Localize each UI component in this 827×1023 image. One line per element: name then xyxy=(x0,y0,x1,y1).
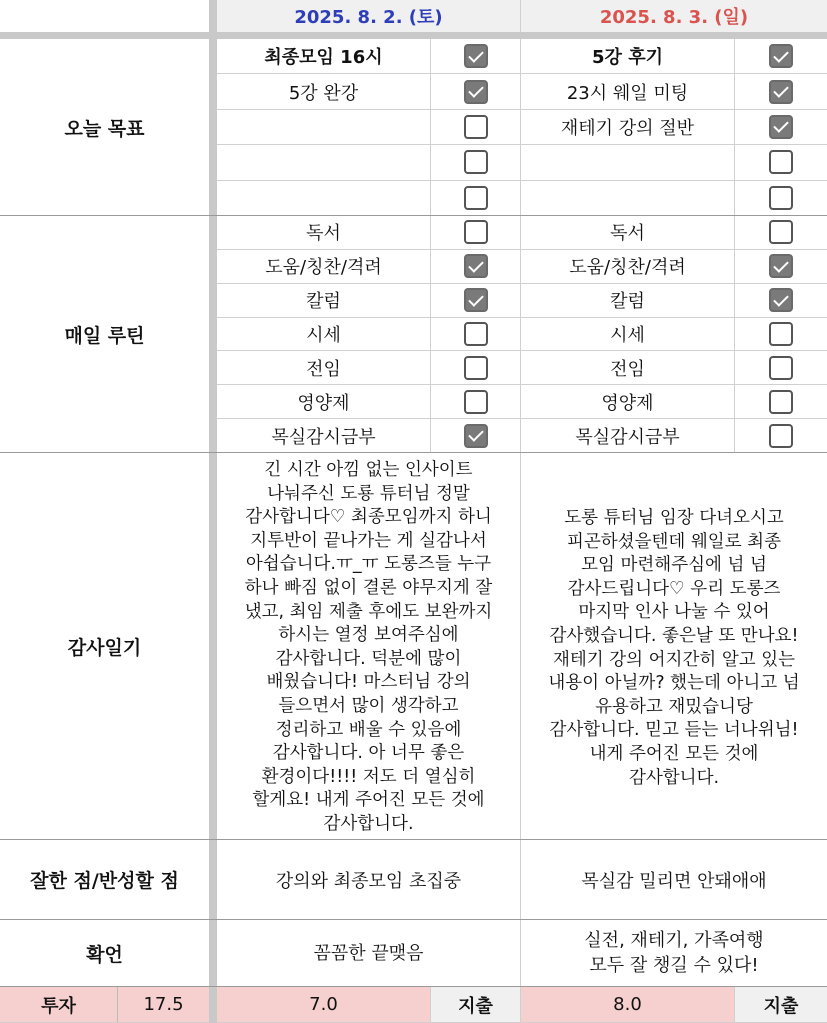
gratitude-line: 도롱 튜터님 임장 다녀오시고 xyxy=(564,508,784,528)
checked-checkbox[interactable] xyxy=(769,115,793,139)
routine-day2-item: 목실감시금부 xyxy=(521,419,735,453)
routine-day2-item: 독서 xyxy=(521,216,735,250)
routine-day2-checkbox-cell xyxy=(735,284,827,318)
invest-label: 투자 xyxy=(0,987,118,1023)
unchecked-checkbox[interactable] xyxy=(769,220,793,244)
routine-day1-item: 영양제 xyxy=(217,385,431,419)
divider xyxy=(0,452,827,453)
divider xyxy=(0,986,827,987)
routine-day1-item: 시세 xyxy=(217,318,431,352)
routine-day1-checkbox-cell xyxy=(431,284,521,318)
day1-expense-label: 지출 xyxy=(431,987,521,1023)
checked-checkbox[interactable] xyxy=(464,424,488,448)
unchecked-checkbox[interactable] xyxy=(464,322,488,346)
goals-day2-item: 재테기 강의 절반 xyxy=(521,110,735,145)
review-day1: 강의와 최종모임 초집중 xyxy=(217,840,521,920)
unchecked-checkbox[interactable] xyxy=(769,186,793,210)
divider xyxy=(0,839,827,840)
affirmation-day1 xyxy=(217,920,521,987)
section-label-gratitude: 감사일기 xyxy=(0,453,209,840)
gratitude-line: 재테기 강의 어지간히 알고 있는 xyxy=(552,649,795,670)
section-label-routine: 매일 루틴 xyxy=(0,216,209,453)
goals-day2-checkbox-cell xyxy=(735,110,827,145)
gratitude-line: 감사합니다. xyxy=(628,767,720,788)
routine-day1-item: 독서 xyxy=(217,216,431,250)
gratitude-line: 냈고, 최임 제출 후에도 보완까지 xyxy=(244,601,493,622)
checked-checkbox[interactable] xyxy=(769,80,793,104)
goals-day2-checkbox-cell xyxy=(735,74,827,109)
goals-day1-checkbox-cell xyxy=(431,145,521,180)
routine-day2-checkbox-cell xyxy=(735,385,827,419)
gratitude-line: 마지막 인사 나눌 수 있어 xyxy=(578,602,770,623)
routine-day1-checkbox-cell xyxy=(431,318,521,352)
affirmation-line: 모두 잘 챙길 수 있다! xyxy=(589,955,759,976)
unchecked-checkbox[interactable] xyxy=(464,115,488,139)
gratitude-line: 감사드립니다♡ 우리 도롱즈 xyxy=(567,578,781,599)
corner-blank xyxy=(0,0,209,32)
unchecked-checkbox[interactable] xyxy=(769,390,793,414)
unchecked-checkbox[interactable] xyxy=(464,186,488,210)
gratitude-line: 들으면서 많이 생각하고 xyxy=(278,695,459,716)
routine-day1-checkbox-cell xyxy=(431,385,521,419)
gratitude-line: 내용이 아닐까? 했는데 아니고 넘 xyxy=(548,673,800,694)
section-label-affirmation: 확언 xyxy=(0,920,209,987)
gratitude-line: 정리하고 배울 수 있음에 xyxy=(275,719,462,740)
routine-day2-checkbox-cell xyxy=(735,351,827,385)
gratitude-line: 지투반이 끝나가는 게 실감나서 xyxy=(250,530,487,551)
routine-day2-item: 시세 xyxy=(521,318,735,352)
goals-day1-item xyxy=(217,181,431,216)
goals-day1-item xyxy=(217,145,431,180)
routine-day1-checkbox-cell xyxy=(431,250,521,284)
routine-day1-item: 목실감시금부 xyxy=(217,419,431,453)
routine-day1-item: 전임 xyxy=(217,351,431,385)
day2-expense-label: 지출 xyxy=(735,987,827,1023)
gratitude-line: 내게 주어진 모든 것에 xyxy=(589,743,759,764)
goals-day1-checkbox-cell xyxy=(431,74,521,109)
day2-value: 8.0 xyxy=(521,987,735,1023)
gratitude-line: 배웠습니다! 마스터님 강의 xyxy=(266,672,471,693)
routine-day2-item: 전임 xyxy=(521,351,735,385)
gratitude-line: 하나 빠짐 없이 결론 야무지게 잘 xyxy=(244,577,493,598)
gratitude-line: 환경이다!!!! 저도 더 열심히 xyxy=(261,766,476,787)
gratitude-line: 유용하고 재밌습니당 xyxy=(595,696,753,717)
routine-day2-checkbox-cell xyxy=(735,318,827,352)
header-separator xyxy=(0,32,827,39)
goals-day2-checkbox-cell xyxy=(735,181,827,216)
checked-checkbox[interactable] xyxy=(464,44,488,68)
date-header-day1: 2025. 8. 2. (토) xyxy=(217,0,521,32)
routine-day1-checkbox-cell xyxy=(431,419,521,453)
column-separator xyxy=(209,0,217,1023)
routine-day1-checkbox-cell xyxy=(431,216,521,250)
unchecked-checkbox[interactable] xyxy=(464,150,488,174)
goals-day1-checkbox-cell xyxy=(431,181,521,216)
gratitude-line: 피곤하셨을텐데 웨일로 최종 xyxy=(567,531,781,552)
routine-day2-checkbox-cell xyxy=(735,250,827,284)
goals-day2-item xyxy=(521,145,735,180)
checked-checkbox[interactable] xyxy=(769,254,793,278)
goals-day1-item: 최종모임 16시 xyxy=(217,39,431,74)
date-header-day2: 2025. 8. 3. (일) xyxy=(521,0,827,32)
gratitude-line: 감사합니다. 믿고 듣는 너나위님! xyxy=(549,720,799,741)
unchecked-checkbox[interactable] xyxy=(464,356,488,380)
routine-day1-item: 도움/칭찬/격려 xyxy=(217,250,431,284)
gratitude-day2 xyxy=(521,453,827,840)
gratitude-line: 할게요! 내게 주어진 모든 것에 xyxy=(252,790,485,811)
goals-day1-item: 5강 완강 xyxy=(217,74,431,109)
gratitude-line: 감사합니다♡ 최종모임까지 하니 xyxy=(245,507,492,528)
unchecked-checkbox[interactable] xyxy=(769,150,793,174)
gratitude-line: 아쉽습니다.ㅠ_ㅠ 도롱즈들 누구 xyxy=(245,554,492,575)
goals-day2-checkbox-cell xyxy=(735,145,827,180)
unchecked-checkbox[interactable] xyxy=(464,220,488,244)
routine-day2-item: 도움/칭찬/격려 xyxy=(521,250,735,284)
affirmation-line: 꼼꼼한 끝맺음 xyxy=(313,942,424,964)
goals-day2-item: 5강 후기 xyxy=(521,39,735,74)
routine-day1-checkbox-cell xyxy=(431,351,521,385)
unchecked-checkbox[interactable] xyxy=(769,424,793,448)
divider xyxy=(0,215,827,216)
affirmation-line: 실전, 재테기, 가족여행 xyxy=(584,930,764,951)
routine-day2-checkbox-cell xyxy=(735,216,827,250)
section-label-goals: 오늘 목표 xyxy=(0,39,209,216)
gratitude-line: 감사합니다. 덕분에 많이 xyxy=(275,648,462,669)
goals-day2-checkbox-cell xyxy=(735,39,827,74)
gratitude-line: 감사합니다. 아 너무 좋은 xyxy=(272,743,465,764)
review-day2: 목실감 밀리면 안돼애애 xyxy=(521,840,827,920)
gratitude-line: 나눠주신 도룡 튜터님 정말 xyxy=(267,483,470,504)
section-label-review: 잘한 점/반성할 점 xyxy=(0,840,209,920)
routine-day2-item: 영양제 xyxy=(521,385,735,419)
checked-checkbox[interactable] xyxy=(769,288,793,312)
checked-checkbox[interactable] xyxy=(464,254,488,278)
checked-checkbox[interactable] xyxy=(464,80,488,104)
goals-day1-item xyxy=(217,110,431,145)
day1-value: 7.0 xyxy=(217,987,431,1023)
routine-day2-checkbox-cell xyxy=(735,419,827,453)
goals-day2-item xyxy=(521,181,735,216)
checked-checkbox[interactable] xyxy=(464,288,488,312)
unchecked-checkbox[interactable] xyxy=(769,356,793,380)
routine-day1-item: 칼럼 xyxy=(217,284,431,318)
gratitude-line: 감사합니다. xyxy=(323,813,414,834)
gratitude-line: 감사했습니다. 좋은날 또 만나요! xyxy=(549,625,799,646)
goals-day2-item: 23시 웨일 미팅 xyxy=(521,74,735,109)
unchecked-checkbox[interactable] xyxy=(769,322,793,346)
gratitude-line: 모임 마련해주심에 넘 넘 xyxy=(581,555,767,576)
gratitude-line: 하시는 열정 보여주심에 xyxy=(278,625,459,646)
divider xyxy=(0,919,827,920)
goals-day1-checkbox-cell xyxy=(431,39,521,74)
goals-day1-checkbox-cell xyxy=(431,110,521,145)
invest-total: 17.5 xyxy=(118,987,209,1023)
gratitude-line: 긴 시간 아낌 없는 인사이트 xyxy=(264,460,473,480)
gratitude-day1 xyxy=(217,453,521,840)
unchecked-checkbox[interactable] xyxy=(464,390,488,414)
affirmation-day2 xyxy=(521,920,827,987)
checked-checkbox[interactable] xyxy=(769,44,793,68)
routine-day2-item: 칼럼 xyxy=(521,284,735,318)
